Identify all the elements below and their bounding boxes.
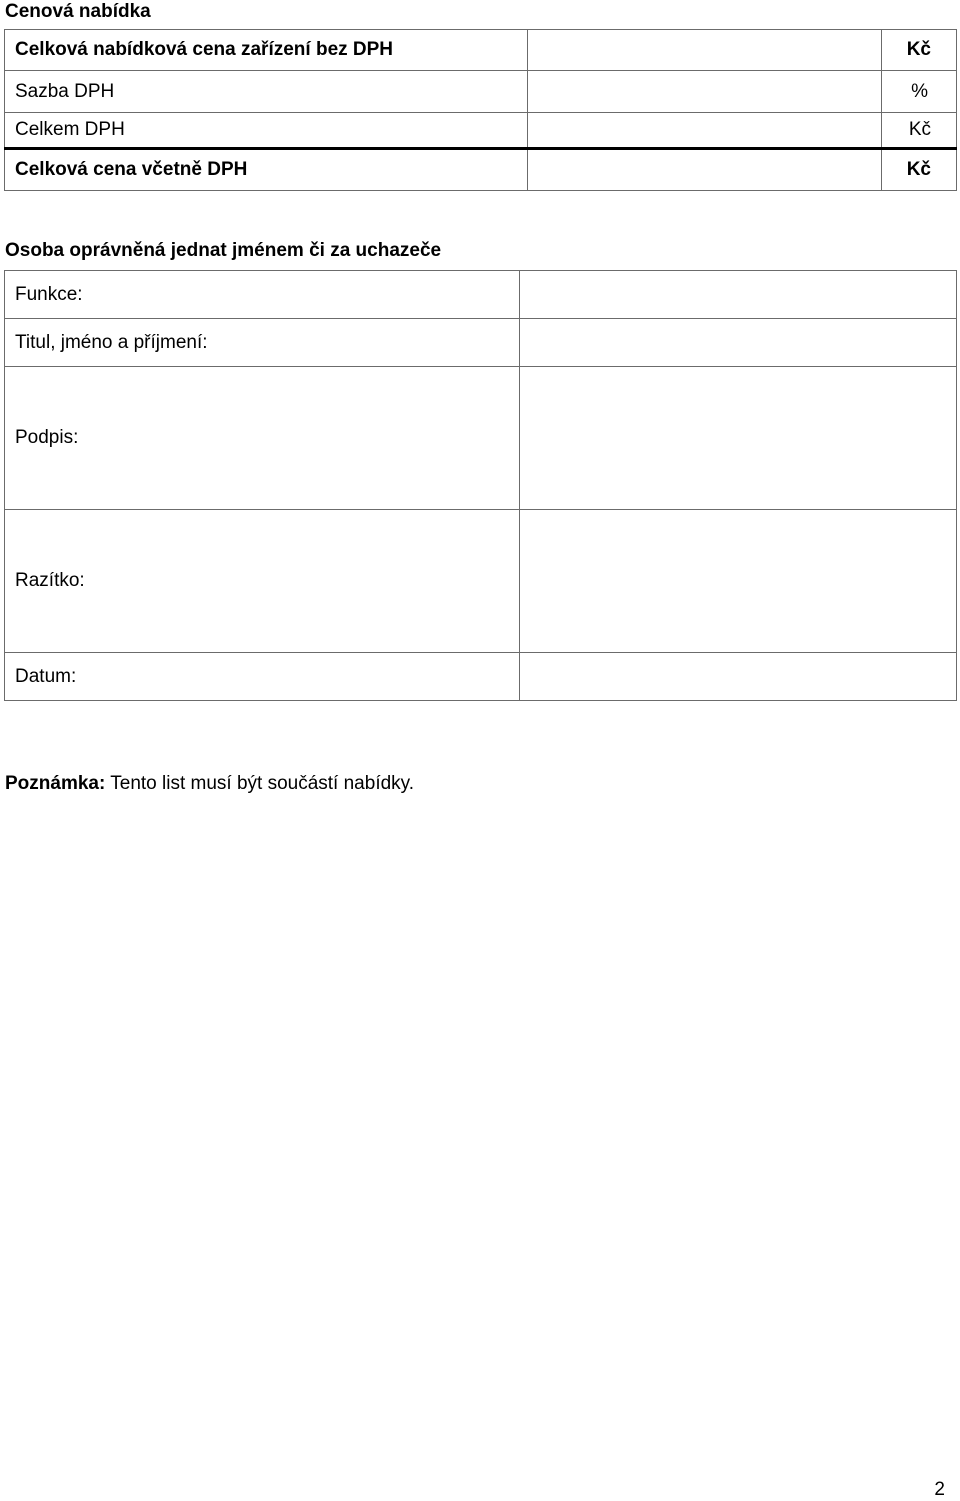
note-label: Poznámka: [5, 773, 106, 794]
table-row [5, 319, 957, 367]
page-number: 2 [934, 1479, 945, 1500]
person-section-title: Osoba oprávněná jednat jménem či za uchazeče [5, 240, 442, 261]
vat-rate-value[interactable] [528, 71, 882, 113]
vat-total-label: Celkem DPH [5, 113, 528, 149]
name-label: Titul, jméno a příjmení: [5, 319, 520, 367]
stamp-field[interactable] [520, 510, 957, 653]
function-field[interactable] [520, 271, 957, 319]
person-table [4, 270, 957, 701]
signature-field[interactable] [520, 367, 957, 510]
table-row [5, 653, 957, 701]
function-label: Funkce: [5, 271, 520, 319]
name-field[interactable] [520, 319, 957, 367]
vat-total-value[interactable] [528, 113, 882, 149]
table-row [5, 113, 957, 149]
stamp-label: Razítko: [5, 510, 520, 653]
vat-rate-label: Sazba DPH [5, 71, 528, 113]
price-table [4, 29, 957, 191]
price-section-title: Cenová nabídka [5, 1, 151, 22]
table-row [5, 367, 957, 510]
total-price-value[interactable] [528, 149, 882, 191]
vat-rate-unit: % [882, 71, 957, 113]
note-text: Tento list musí být součástí nabídky. [105, 773, 415, 794]
price-value-without-vat[interactable] [528, 30, 882, 71]
total-price-label: Celková cena včetně DPH [5, 149, 528, 191]
table-row [5, 30, 957, 71]
date-label: Datum: [5, 653, 520, 701]
price-label-without-vat: Celková nabídková cena zařízení bez DPH [5, 30, 528, 71]
note [5, 773, 414, 795]
total-price-unit: Kč [882, 149, 957, 191]
table-row [5, 510, 957, 653]
table-row [5, 271, 957, 319]
price-unit-without-vat: Kč [882, 30, 957, 71]
signature-label: Podpis: [5, 367, 520, 510]
table-row [5, 149, 957, 191]
date-field[interactable] [520, 653, 957, 701]
vat-total-unit: Kč [882, 113, 957, 149]
table-row [5, 71, 957, 113]
